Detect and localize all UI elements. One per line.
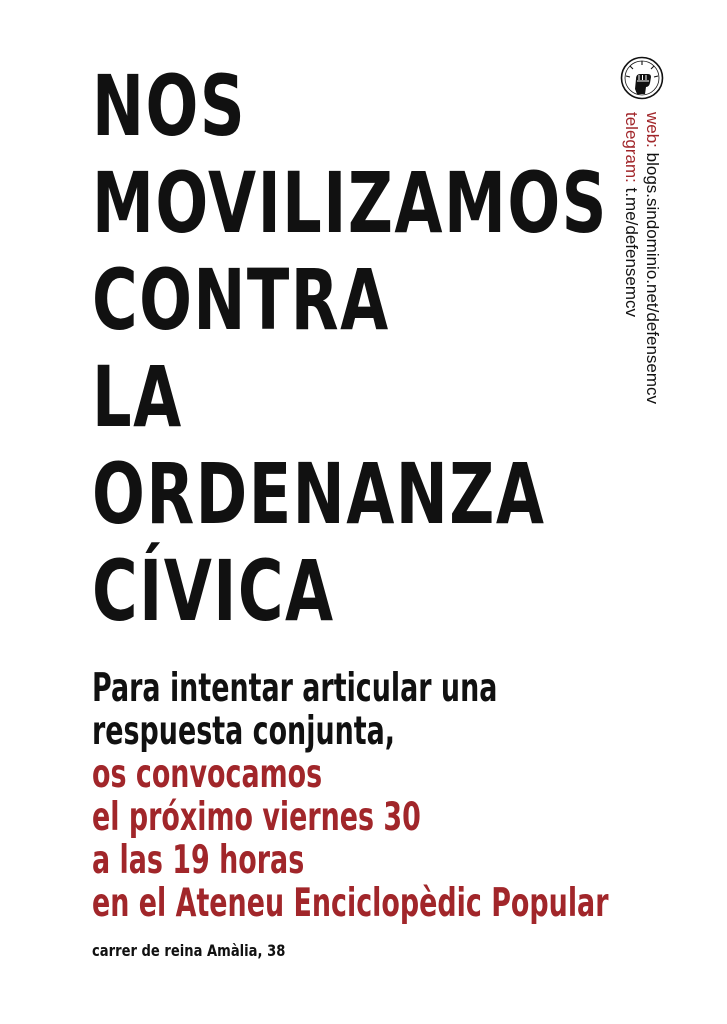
address: carrer de reina Amàlia, 38 bbox=[92, 941, 286, 960]
headline-line: MOVILIZAMOS bbox=[92, 154, 608, 252]
body-text bbox=[92, 667, 692, 925]
event-line: os convocamos bbox=[92, 752, 323, 797]
telegram-label: telegram: bbox=[622, 112, 641, 183]
event-line: en el Ateneu Enciclopèdic Popular bbox=[92, 881, 609, 926]
intro-line: respuesta conjunta, bbox=[92, 709, 396, 754]
intro-line: Para intentar articular una bbox=[92, 666, 498, 711]
telegram-contact bbox=[621, 112, 642, 404]
raised-fist-logo-icon bbox=[620, 56, 664, 100]
web-contact bbox=[642, 112, 663, 404]
headline-line: CÍVICA bbox=[92, 542, 335, 640]
web-label: web: bbox=[643, 112, 662, 148]
headline-line: LA bbox=[92, 348, 183, 446]
headline-line: ORDENANZA bbox=[92, 445, 546, 543]
contact-info bbox=[621, 112, 663, 404]
telegram-link[interactable]: t.me/defensemcv bbox=[622, 187, 641, 318]
web-link[interactable]: blogs.sindominio.net/defensemcv bbox=[643, 152, 662, 405]
event-line: el próximo viernes 30 bbox=[92, 795, 421, 840]
headline-line: CONTRA bbox=[92, 251, 390, 349]
headline-line: NOS bbox=[92, 57, 247, 155]
headline bbox=[92, 58, 612, 640]
event-line: a las 19 horas bbox=[92, 838, 305, 883]
